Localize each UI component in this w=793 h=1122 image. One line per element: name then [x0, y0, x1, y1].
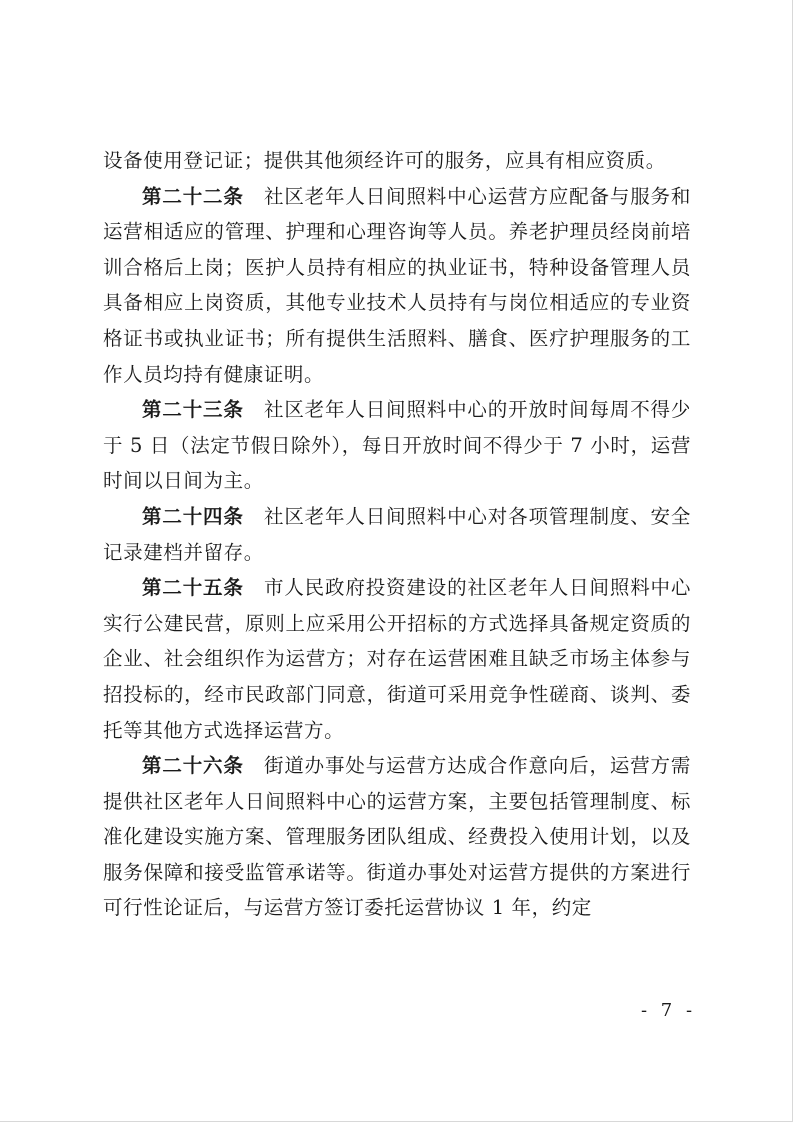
article-number: 第二十二条	[142, 184, 244, 208]
article-number: 第二十三条	[142, 398, 244, 422]
paragraph-text: 社区老年人日间照料中心的开放时间每周不得少于 5 日（法定节假日除外），每日开放时间不得少于 7 小时，运营时间以日间为主。	[103, 398, 691, 493]
paragraph-text: 街道办事处与运营方达成合作意向后，运营方需提供社区老年人日间照料中心的运营方案，主要包括管理制度、标准化建设实施方案、管理服务团队组成、经费投入使用计划，以及服务保障和接受监管承诺等。街道办事处对运营方提供的方案进行可行性论证后，与运营方签订委托运营协议 1 年，约定	[103, 754, 691, 920]
article-23-paragraph	[103, 392, 691, 499]
article-26-paragraph	[103, 748, 691, 926]
article-24-paragraph	[103, 499, 691, 570]
article-number: 第二十五条	[142, 576, 244, 600]
article-number: 第二十六条	[142, 754, 244, 778]
article-25-paragraph	[103, 570, 691, 748]
article-number: 第二十四条	[142, 504, 244, 528]
paragraph-text: 设备使用登记证；提供其他须经许可的服务，应具有相应资质。	[103, 149, 666, 172]
paragraph-text: 社区老年人日间照料中心运营方应配备与服务和运营相适应的管理、护理和心理咨询等人员。养老护理员经岗前培训合格后上岗；医护人员持有相应的执业证书，特种设备管理人员具备相应上岗资质，其他专业技术人员持有与岗位相适应的专业资格证书或执业证书；所有提供生活照料、膳食、医疗护理服务的工作人员均持有健康证明。	[103, 184, 691, 386]
page-number: - 7 -	[641, 1000, 697, 1021]
paragraph-text: 市人民政府投资建设的社区老年人日间照料中心实行公建民营，原则上应采用公开招标的方式选择具备规定资质的企业、社会组织作为运营方；对存在运营困难且缺乏市场主体参与招投标的，经市民政部门同意，街道可采用竞争性磋商、谈判、委托等其他方式选择运营方。	[103, 576, 691, 742]
document-body	[103, 143, 691, 926]
paragraph-continuation	[103, 143, 691, 179]
paragraph-text: 社区老年人日间照料中心对各项管理制度、安全记录建档并留存。	[103, 504, 691, 564]
article-22-paragraph	[103, 179, 691, 393]
